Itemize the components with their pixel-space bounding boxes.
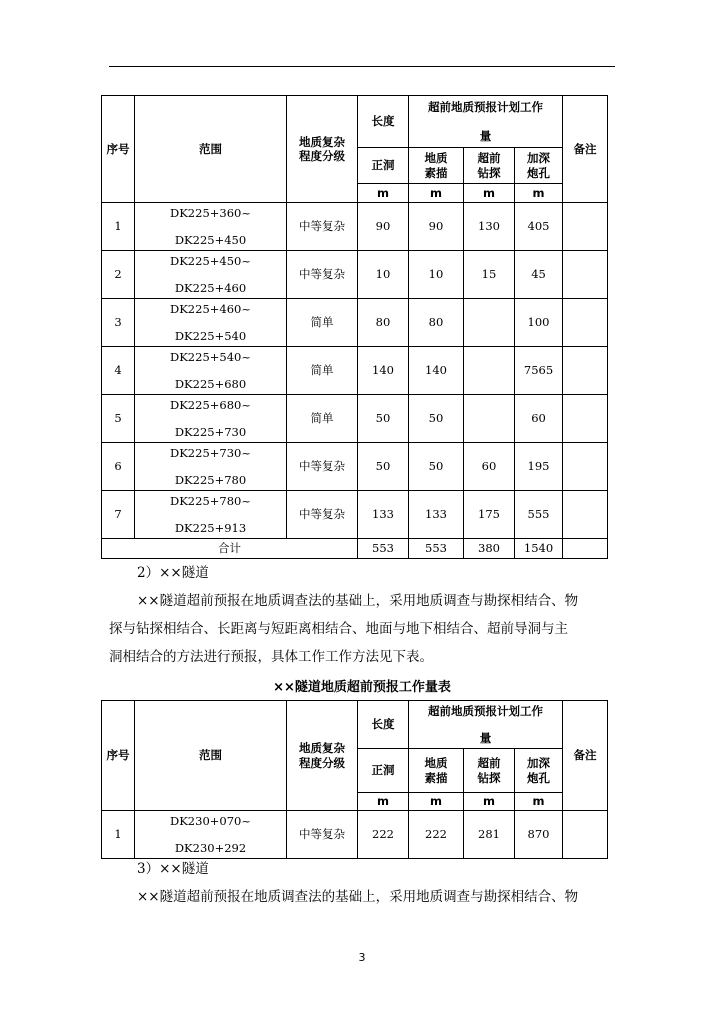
row-deep: 100 [515, 299, 563, 347]
row-range: DK225+540~ DK225+680 [135, 347, 287, 395]
row-sketch: 140 [409, 347, 464, 395]
header-main-tunnel: 正洞 [358, 749, 409, 793]
table-row [102, 299, 608, 347]
row-deep: 870 [515, 811, 563, 859]
header-remarks: 备注 [563, 96, 608, 203]
row-sketch: 80 [409, 299, 464, 347]
forecast-table-2 [101, 700, 608, 859]
row-level: 中等复杂 [287, 443, 358, 491]
unit-length: m [358, 184, 409, 203]
row-deep: 7565 [515, 347, 563, 395]
row-sketch: 50 [409, 443, 464, 491]
row-sketch: 133 [409, 491, 464, 539]
row-drill: 281 [464, 811, 515, 859]
total-note [563, 539, 608, 559]
total-drill: 380 [464, 539, 515, 559]
row-note [563, 443, 608, 491]
header-plan: 超前地质预报计划工作 量 [409, 96, 563, 148]
row-length: 140 [358, 347, 409, 395]
total-sketch: 553 [409, 539, 464, 559]
table-row [102, 811, 608, 859]
row-drill [464, 347, 515, 395]
unit-deep: m [515, 184, 563, 203]
row-sketch: 10 [409, 251, 464, 299]
row-deep: 45 [515, 251, 563, 299]
row-sketch: 50 [409, 395, 464, 443]
row-range: DK225+730~ DK225+780 [135, 443, 287, 491]
row-note [563, 203, 608, 251]
unit-length: m [358, 793, 409, 811]
row-length: 222 [358, 811, 409, 859]
row-sketch: 90 [409, 203, 464, 251]
row-deep: 195 [515, 443, 563, 491]
row-length: 50 [358, 395, 409, 443]
header-range: 范围 [135, 96, 287, 203]
row-length: 10 [358, 251, 409, 299]
row-drill: 60 [464, 443, 515, 491]
table-row [102, 203, 608, 251]
row-level: 简单 [287, 347, 358, 395]
unit-drill: m [464, 793, 515, 811]
header-deep-hole: 加深 炮孔 [515, 749, 563, 793]
section-3-paragraph-line-1: ××隧道超前预报在地质调查法的基础上，采用地质调查与勘探相结合、物 [137, 889, 579, 905]
header-seq: 序号 [102, 96, 135, 203]
row-length: 80 [358, 299, 409, 347]
row-length: 90 [358, 203, 409, 251]
row-note [563, 811, 608, 859]
table-row [102, 491, 608, 539]
row-note [563, 299, 608, 347]
row-level: 简单 [287, 395, 358, 443]
header-main-tunnel: 正洞 [358, 148, 409, 184]
row-range: DK225+780~ DK225+913 [135, 491, 287, 539]
header-drill: 超前 钻探 [464, 148, 515, 184]
row-range: DK230+070~ DK230+292 [135, 811, 287, 859]
section-2-heading: 2）××隧道 [137, 565, 209, 581]
row-deep: 60 [515, 395, 563, 443]
row-seq: 1 [102, 203, 135, 251]
total-deep: 1540 [515, 539, 563, 559]
header-sketch: 地质 素描 [409, 749, 464, 793]
row-drill: 130 [464, 203, 515, 251]
row-seq: 5 [102, 395, 135, 443]
row-seq: 7 [102, 491, 135, 539]
row-range: DK225+360~ DK225+450 [135, 203, 287, 251]
row-drill: 15 [464, 251, 515, 299]
header-complexity: 地质复杂 程度分级 [287, 701, 358, 811]
section-2-paragraph-line-3: 洞相结合的方法进行预报，具体工作工作方法见下表。 [109, 649, 433, 665]
header-seq: 序号 [102, 701, 135, 811]
row-note [563, 347, 608, 395]
row-sketch: 222 [409, 811, 464, 859]
header-plan: 超前地质预报计划工作 量 [409, 701, 563, 749]
table-total-row [102, 539, 608, 559]
unit-sketch: m [409, 793, 464, 811]
row-note [563, 251, 608, 299]
row-seq: 2 [102, 251, 135, 299]
row-level: 简单 [287, 299, 358, 347]
section-3-heading: 3）××隧道 [137, 861, 209, 877]
table-row [102, 395, 608, 443]
unit-sketch: m [409, 184, 464, 203]
total-length: 553 [358, 539, 409, 559]
table-row [102, 251, 608, 299]
header-complexity: 地质复杂 程度分级 [287, 96, 358, 203]
header-length: 长度 [358, 96, 409, 148]
page-number: 3 [358, 951, 366, 964]
section-2-paragraph-line-1: ××隧道超前预报在地质调查法的基础上，采用地质调查与勘探相结合、物 [137, 593, 579, 609]
row-note [563, 491, 608, 539]
row-drill [464, 299, 515, 347]
header-sketch: 地质 素描 [409, 148, 464, 184]
header-drill: 超前 钻探 [464, 749, 515, 793]
header-deep-hole: 加深 炮孔 [515, 148, 563, 184]
row-seq: 1 [102, 811, 135, 859]
header-range: 范围 [135, 701, 287, 811]
header-rule [109, 66, 615, 67]
row-seq: 3 [102, 299, 135, 347]
row-level: 中等复杂 [287, 203, 358, 251]
total-label: 合计 [102, 539, 358, 559]
header-remarks: 备注 [563, 701, 608, 811]
table-row [102, 443, 608, 491]
row-length: 133 [358, 491, 409, 539]
unit-drill: m [464, 184, 515, 203]
row-drill: 175 [464, 491, 515, 539]
row-note [563, 395, 608, 443]
row-seq: 6 [102, 443, 135, 491]
row-length: 50 [358, 443, 409, 491]
row-range: DK225+460~ DK225+540 [135, 299, 287, 347]
table-row [102, 347, 608, 395]
row-level: 中等复杂 [287, 491, 358, 539]
row-level: 中等复杂 [287, 251, 358, 299]
row-deep: 555 [515, 491, 563, 539]
section-2-paragraph-line-2: 探与钻探相结合、长距离与短距离相结合、地面与地下相结合、超前导洞与主 [109, 621, 568, 637]
row-range: DK225+680~ DK225+730 [135, 395, 287, 443]
header-length: 长度 [358, 701, 409, 749]
forecast-table-1 [101, 95, 608, 559]
row-deep: 405 [515, 203, 563, 251]
row-level: 中等复杂 [287, 811, 358, 859]
row-seq: 4 [102, 347, 135, 395]
row-drill [464, 395, 515, 443]
row-range: DK225+450~ DK225+460 [135, 251, 287, 299]
unit-deep: m [515, 793, 563, 811]
table-2-caption: ××隧道地质超前预报工作量表 [273, 680, 451, 695]
